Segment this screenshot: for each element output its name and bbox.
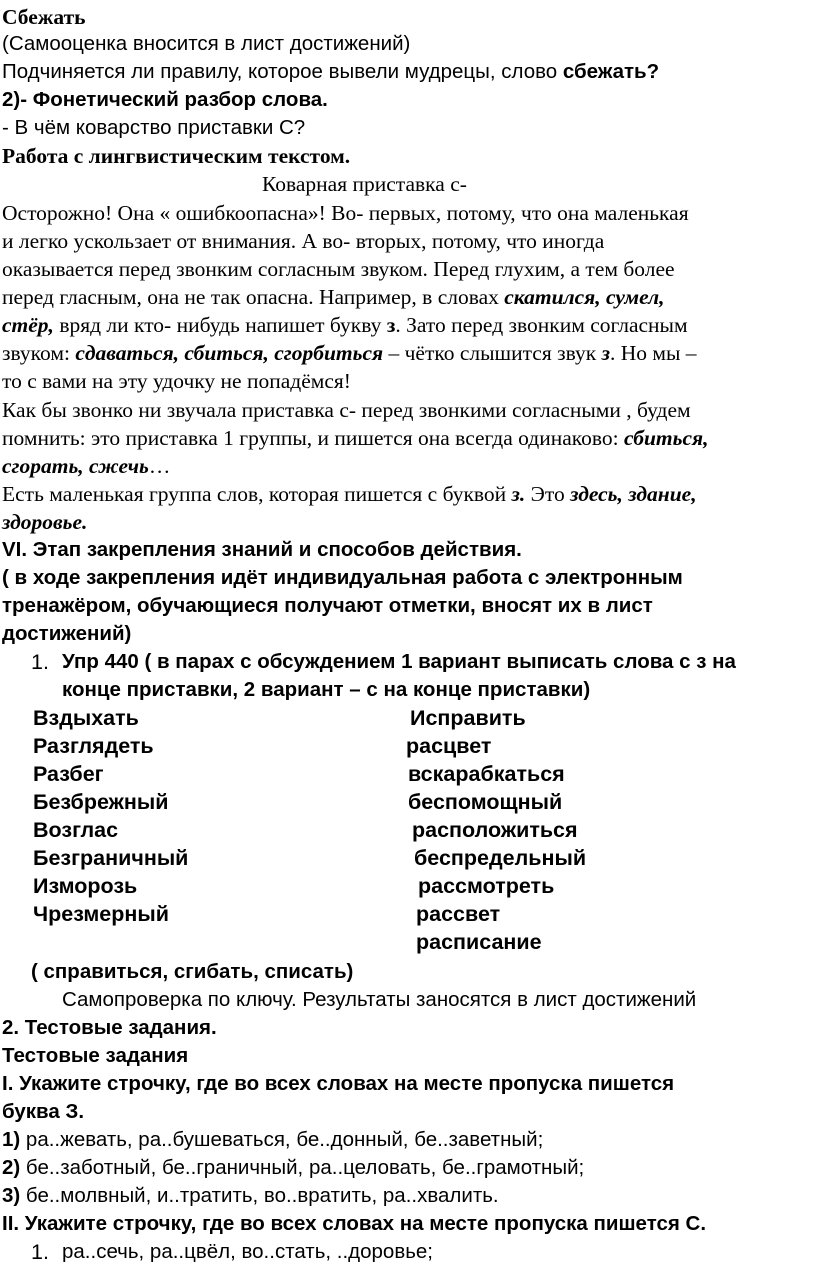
text-span: перед гласным, она не так опасна. Например, в словах — [2, 285, 505, 309]
question-word: сбежать? — [562, 60, 660, 83]
word-list-item: вскарабкаться — [408, 762, 565, 786]
prefix-question: - В чём коварство приставки С? — [2, 116, 306, 139]
word-list-item: рассмотреть — [418, 874, 555, 898]
paragraph-line — [2, 339, 697, 367]
option-number: 1) — [2, 1128, 21, 1151]
extra-words: ( справиться, сгибать, списать) — [31, 960, 354, 983]
option-text: бе..молвный, и..тратить, во..вратить, ра..хвалить. — [20, 1184, 499, 1207]
paragraph-line: оказывается перед звонким согласным звуком. Перед глухим, а тем более — [2, 257, 675, 281]
test-question: II. Укажите строчку, где во всех словах на месте пропуска пишется С. — [2, 1212, 707, 1235]
stage-heading: VI. Этап закрепления знаний и способов действия. — [2, 538, 522, 561]
word-list-item: Изморозь — [33, 874, 138, 898]
exercise-instruction: конце приставки, 2 вариант – с на конце приставки) — [62, 678, 591, 701]
text-title: Коварная приставка с- — [262, 172, 467, 196]
word-list-item: расцвет — [406, 734, 492, 758]
option-text: ра..жевать, ра..бушеваться, бе..донный, бе..заветный; — [20, 1128, 544, 1151]
letter-z: з — [601, 341, 610, 365]
question-line — [2, 58, 659, 86]
word-list-item: Вздыхать — [33, 706, 139, 730]
letter-z: з. — [511, 482, 526, 506]
text-span: Есть маленькая группа слов, которая пишется с буквой — [2, 482, 512, 506]
text-span: . Зато перед звонким согласным — [395, 313, 688, 337]
example-words: сдаваться, сбиться, сгорбиться — [75, 341, 384, 365]
paragraph-line: то с вами на эту удочку не попадёмся! — [2, 369, 351, 393]
word-list-item: Разглядеть — [33, 734, 154, 758]
paragraph-line — [2, 283, 665, 311]
paragraph-line — [2, 424, 708, 452]
paragraph-line — [2, 311, 688, 339]
word-list-item: беспредельный — [414, 846, 587, 870]
test-question: I. Укажите строчку, где во всех словах на месте пропуска пишется — [2, 1072, 675, 1095]
exercise-instruction: Упр 440 ( в парах с обсуждением 1 вариант выписать слова с з на — [62, 650, 736, 673]
text-span: . Но мы – — [609, 341, 697, 365]
word-list-item: Исправить — [410, 706, 526, 730]
example-words: сбиться, — [623, 426, 709, 450]
option-text: бе..заботный, бе..граничный, ра..целовать, бе..грамотный; — [20, 1156, 585, 1179]
test-question: буква З. — [2, 1100, 85, 1123]
tests-heading: 2. Тестовые задания. — [2, 1016, 217, 1039]
answer-option — [2, 1154, 584, 1182]
text-span: Это — [525, 482, 571, 506]
question-text: Подчиняется ли правилу, которое вывели мудрецы, слово — [2, 60, 563, 83]
word-list-item: Возглас — [33, 818, 119, 842]
text-span: звуком: — [2, 341, 76, 365]
option-number: 1. — [31, 1240, 49, 1264]
linguistic-text-heading: Работа с лингвистическим текстом. — [2, 144, 351, 168]
paragraph-line: Осторожно! Она « ошибкоопасна»! Во- первых, потому, что она маленькая — [2, 201, 689, 225]
paragraph-line: и легко ускользает от внимания. А во- вторых, потому, что иногда — [2, 229, 605, 253]
paragraph-line — [2, 480, 697, 508]
word-list-item: беспомощный — [408, 790, 563, 814]
text-span: – чётко слышится звук — [383, 341, 602, 365]
tests-subheading: Тестовые задания — [2, 1044, 189, 1067]
example-words: сгорать, сжечь — [2, 454, 149, 478]
stage-note-line: тренажёром, обучающиеся получают отметки, вносят их в лист — [2, 594, 653, 617]
option-number: 2) — [2, 1156, 21, 1179]
text-span: помнить: это приставка 1 группы, и пишется она всегда одинаково: — [2, 426, 624, 450]
option-text: ра..сечь, ра..цвёл, во..стать, ..доровье; — [62, 1240, 433, 1263]
self-assessment-note: (Самооценка вносится в лист достижений) — [2, 32, 411, 55]
answer-option — [2, 1182, 499, 1210]
word-list-item: Разбег — [33, 762, 104, 786]
stage-note-line: ( в ходе закрепления идёт индивидуальная работа с электронным — [2, 566, 683, 589]
word-list-item: расписание — [416, 930, 542, 954]
word-list-item: Безграничный — [33, 846, 189, 870]
text-span: вряд ли кто- нибудь напишет букву — [53, 313, 387, 337]
word-list-item: Чрезмерный — [33, 902, 169, 926]
paragraph-line — [2, 452, 170, 480]
exercise-number: 1. — [31, 650, 49, 674]
example-words: здесь, здание, — [570, 482, 697, 506]
self-check-note: Самопроверка по ключу. Результаты заносятся в лист достижений — [62, 988, 697, 1011]
example-words: здоровье. — [2, 510, 88, 534]
example-words: скатился, сумел, — [504, 285, 665, 309]
paragraph-line: Как бы звонко ни звучала приставка с- перед звонкими согласными , будем — [2, 398, 691, 422]
stage-note-line: достижений) — [2, 622, 132, 645]
word-list-item: Безбрежный — [33, 790, 169, 814]
letter-z: з — [386, 313, 396, 337]
option-number: 3) — [2, 1184, 21, 1207]
word-list-item: расположиться — [412, 818, 578, 842]
text-span: … — [148, 454, 171, 478]
phonetic-analysis-heading: 2)- Фонетический разбор слова. — [2, 88, 328, 111]
word-list-item: рассвет — [416, 902, 501, 926]
answer-option — [2, 1126, 543, 1154]
word-heading: Сбежать — [2, 5, 86, 29]
example-words: стёр, — [2, 313, 54, 337]
